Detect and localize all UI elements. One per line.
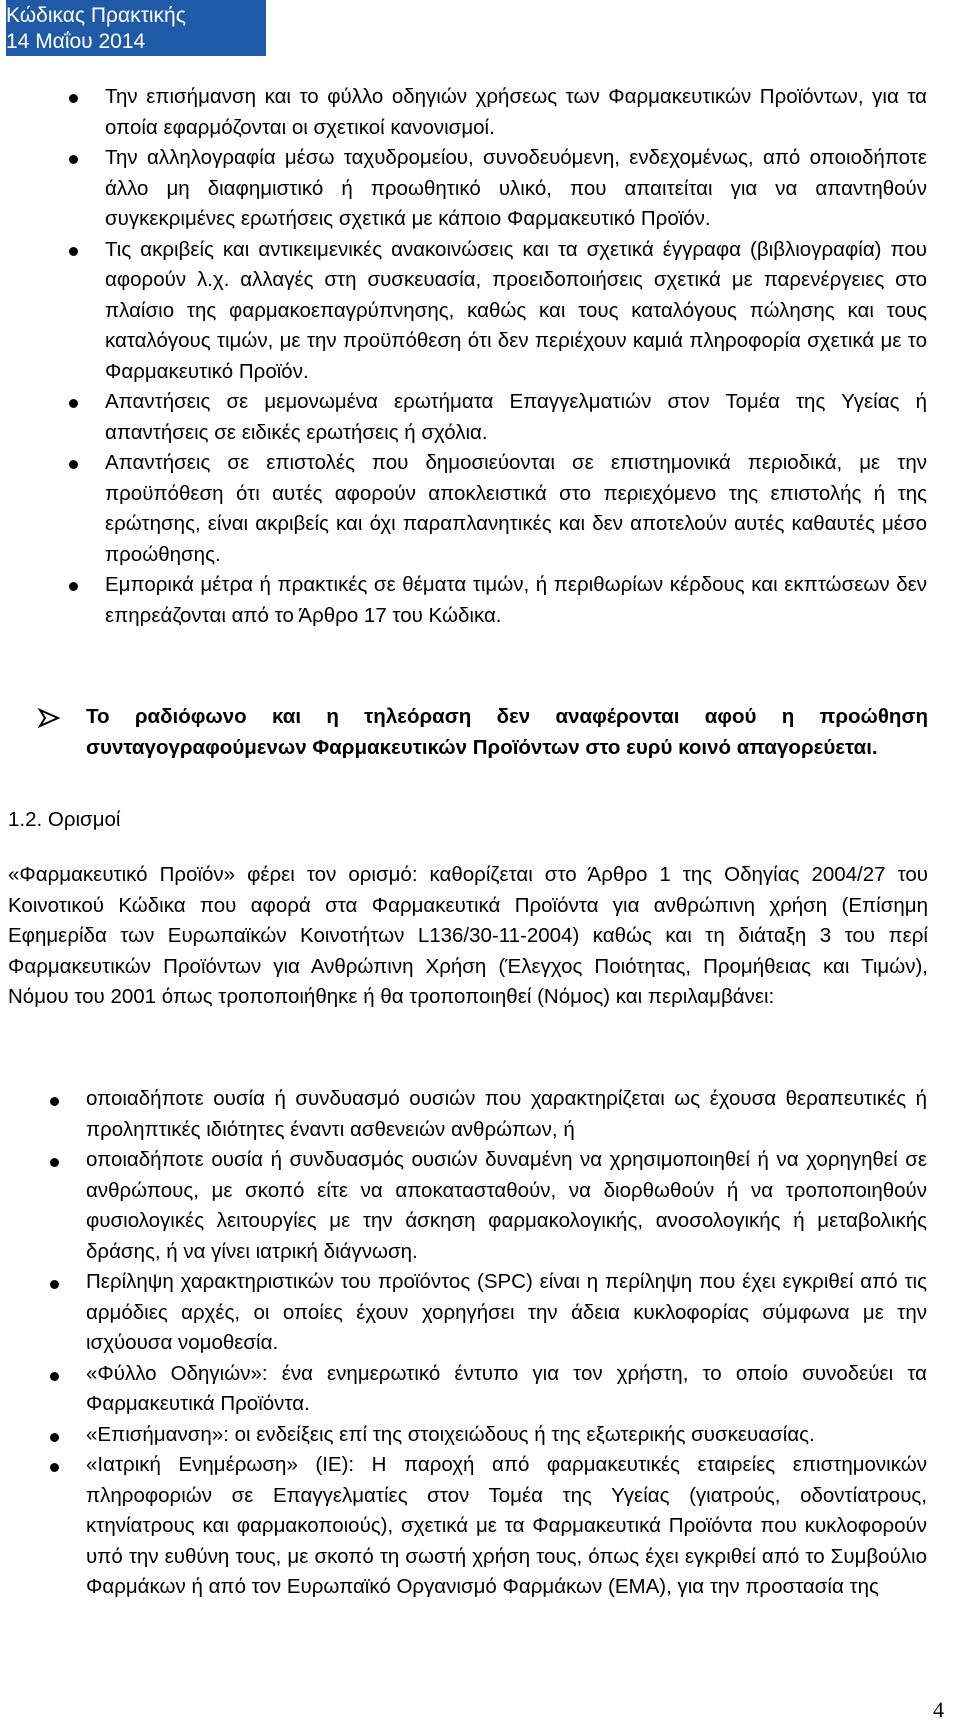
arrow-bullet-icon [38, 708, 62, 728]
definitions-list [86, 1084, 927, 1603]
list-item: «Επισήμανση»: οι ενδείξεις επί της στοιχειώδους ή της εξωτερικής συσκευασίας. [86, 1420, 927, 1451]
list-item: οποιαδήποτε ουσία ή συνδυασμός ουσιών δυναμένη να χρησιμοποιηθεί ή να χορηγηθεί σε ανθρώπους, με σκοπό είτε να αποκατασταθούν, να διορθωθούν ή να τροποποιηθούν φυσιολογικές λειτουργίες με την άσκηση φαρμακολογικής, ανοσολογικής ή μεταβολικής δράσης, ή να γίνει ιατρική διάγνωση. [86, 1145, 927, 1267]
bullet-icon [50, 1372, 59, 1381]
list-item: Εμπορικά μέτρα ή πρακτικές σε θέματα τιμών, ή περιθωρίων κέρδους και εκπτώσεων δεν επηρεάζονται από το Άρθρο 17 του Κώδικα. [105, 570, 927, 631]
list-item: Την αλληλογραφία μέσω ταχυδρομείου, συνοδευόμενη, ενδεχομένως, από οποιοδήποτε άλλο μη διαφημιστικό ή προωθητικό υλικό, που απαιτείται για να απαντηθούν συγκεκριμένες ερωτήσεις σχετικά με κάποιο Φαρμακευτικό Προϊόν. [105, 143, 927, 235]
bullet-icon [69, 155, 78, 164]
document-header [6, 0, 266, 56]
list-item: «Ιατρική Ενημέρωση» (ΙΕ): Η παροχή από φαρμακευτικές εταιρείες επιστημονικών πληροφοριών σε Επαγγελματίες στον Τομέα της Υγείας (γιατρούς, οδοντίατρους, κτηνίατρους και φαρμακοποιούς), σχετικά με τα Φαρμακευτικά Προϊόντα που κυκλοφορούν υπό την ευθύνη τους, με σκοπό τη σωστή χρήση τους, όπως έχει εγκριθεί από το Συμβούλιο Φαρμάκων ή από τον Ευρωπαϊκό Οργανισμό Φαρμάκων (ΕΜΑ), για την προστασία της [86, 1450, 927, 1603]
bullet-icon [69, 582, 78, 591]
header-title: Κώδικας Πρακτικής [6, 4, 186, 27]
list-item: «Φύλλο Οδηγιών»: ένα ενημερωτικό έντυπο για τον χρήστη, το οποίο συνοδεύει τα Φαρμακευτικά Προϊόντα. [86, 1359, 927, 1420]
bullet-icon [50, 1280, 59, 1289]
bullet-icon [50, 1463, 59, 1472]
bullet-icon [69, 247, 78, 256]
list-item: οποιαδήποτε ουσία ή συνδυασμό ουσιών που χαρακτηρίζεται ως έχουσα θεραπευτικές ή προληπτικές ιδιότητες έναντι ασθενειών ανθρώπων, ή [86, 1084, 927, 1145]
list-item: Απαντήσεις σε μεμονωμένα ερωτήματα Επαγγελματιών στον Τομέα της Υγείας ή απαντήσεις σε ειδικές ερωτήσεις ή σχόλια. [105, 387, 927, 448]
bullet-icon [69, 399, 78, 408]
list-item: Τις ακριβείς και αντικειμενικές ανακοινώσεις και τα σχετικά έγγραφα (βιβλιογραφία) που αφορούν λ.χ. αλλαγές στη συσκευασία, προειδοποιήσεις σχετικά με παρενέργειες στο πλαίσιο της φαρμακοεπαγρύπνησης, καθώς και τους καταλόγους πώλησης και τους καταλόγους τιμών, με την προϋπόθεση ότι δεν περιέχουν καμιά πληροφορία σχετικά με το Φαρμακευτικό Προϊόν. [105, 235, 927, 388]
bullet-icon [50, 1158, 59, 1167]
definition-paragraph: «Φαρμακευτικό Προϊόν» φέρει τον ορισμό: καθορίζεται στο Άρθρο 1 της Οδηγίας 2004/27 του Κοινοτικού Κώδικα που αφορά στα Φαρμακευτικά Προϊόντα για ανθρώπινη χρήση (Επίσημη Εφημερίδα των Ευρωπαϊκών Κοινοτήτων L136/30-11-2004) καθώς και τη διάταξη 3 του περί Φαρμακευτικών Προϊόντων για Ανθρώπινη Χρήση (Έλεγχος Ποιότητας, Προμήθειας και Τιμών), Νόμου του 2001 όπως τροποποιήθηκε ή θα τροποποιηθεί (Νόμος) και περιλαμβάνει: [8, 863, 928, 1008]
bullet-icon [69, 460, 78, 469]
header-date: 14 Μαΐου 2014 [6, 30, 146, 53]
list-item: Απαντήσεις σε επιστολές που δημοσιεύονται σε επιστημονικά περιοδικά, με την προϋπόθεση ότι αυτές αφορούν αποκλειστικά στο περιεχόμενο της επιστολής ή της ερώτησης, είναι ακριβείς και όχι παραπλανητικές και δεν αποτελούν αυτές καθαυτές μέσο προώθησης. [105, 448, 927, 570]
page-number: 4 [933, 1697, 944, 1722]
exemptions-list [105, 82, 927, 631]
bullet-icon [50, 1433, 59, 1442]
list-item: Περίληψη χαρακτηριστικών του προϊόντος (SPC) είναι η περίληψη που έχει εγκριθεί από τις αρμόδιες αρχές, οι οποίες έχουν χορηγήσει την άδεια κυκλοφορίας σύμφωνα με την ισχύουσα νομοθεσία. [86, 1267, 927, 1359]
list-item: Την επισήμανση και το φύλλο οδηγιών χρήσεως των Φαρμακευτικών Προϊόντων, για τα οποία εφαρμόζονται οι σχετικοί κανονισμοί. [105, 82, 927, 143]
bullet-icon [50, 1097, 59, 1106]
broadcast-note: Το ραδιόφωνο και η τηλεόραση δεν αναφέρονται αφού η προώθηση συνταγογραφούμενων Φαρμακευτικών Προϊόντων στο ευρύ κοινό απαγορεύεται. [86, 705, 928, 759]
bullet-icon [69, 94, 78, 103]
section-heading: 1.2. Ορισμοί [8, 808, 121, 831]
